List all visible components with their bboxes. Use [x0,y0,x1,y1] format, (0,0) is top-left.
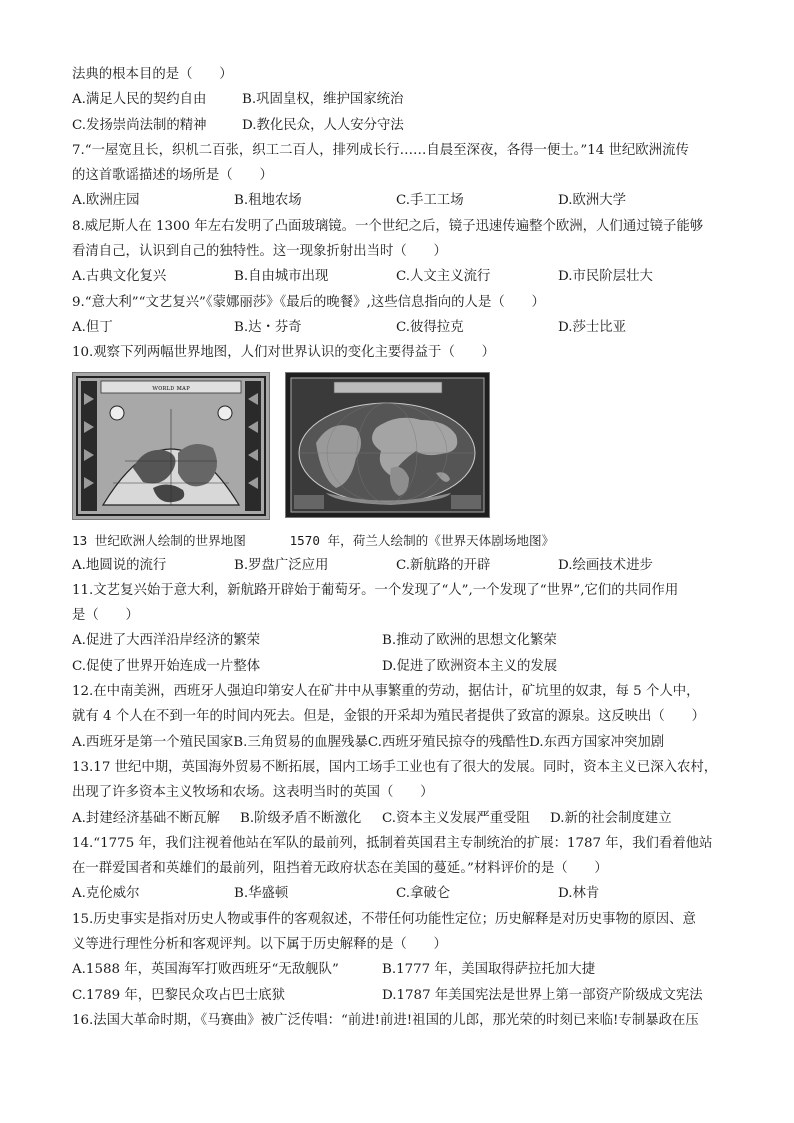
q14-option-b[interactable]: B.华盛顿 [234,886,289,902]
q12-stem-line2: 就有 4 个人在不到一年的时间内死去。但是，金银的开采却为殖民者提供了致富的源泉。这反映出（ ） [72,709,705,725]
q10-map-captions [72,528,722,553]
q8-stem-line2: 看清自己，认识到自己的独特性。这一现象折射出当时（ ） [72,244,447,260]
q16-stem-line1: 16.法国大革命时期，《马赛曲》被广泛传唱：“前进!前进!祖国的儿郎，那光荣的时刻已来临!专制暴政在压 [72,1012,699,1028]
q9-options [72,315,722,340]
q15-option-a[interactable]: A.1588 年，英国海军打败西班牙“无敌舰队” [72,962,339,978]
q15-option-d[interactable]: D.1787 年美国宪法是世界上第一部资产阶级成文宪法 [382,987,703,1003]
q14-option-a[interactable]: A.克伦威尔 [72,886,140,902]
q8-option-a[interactable]: A.古典文化复兴 [72,269,167,285]
q15-stem-line2: 义等进行理性分析和客观评判。以下属于历史解释的是（ ） [72,937,447,953]
q9-option-a[interactable]: A.但丁 [72,319,113,335]
q11-option-c[interactable]: C.促使了世界开始连成一片整体 [72,658,261,674]
q6-options-row2 [72,113,722,138]
q10-option-a[interactable]: A.地圆说的流行 [72,557,167,573]
q9-option-b[interactable]: B.达・芬奇 [234,319,302,335]
map1-caption: 13 世纪欧洲人绘制的世界地图 [72,532,246,548]
map2-caption: 1570 年，荷兰人绘制的《世界天体剧场地图》 [289,532,555,548]
q14-option-c[interactable]: C.拿破仑 [396,886,451,902]
exam-page [72,62,722,1033]
q9-stem: 9.“意大利”“文艺复兴”《蒙娜丽莎》《最后的晚餐》,这些信息指向的人是（ ） [72,294,545,310]
q13-options [72,806,722,831]
q14-option-d[interactable]: D.林肯 [558,886,600,902]
q13-stem-line2: 出现了许多资本主义牧场和农场。这表明当时的英国（ ） [72,785,434,801]
q6-option-b[interactable]: B.巩固皇权，维护国家统治 [242,92,404,108]
q7-option-d[interactable]: D.欧洲大学 [558,193,627,209]
q8-option-c[interactable]: C.人文主义流行 [396,269,491,285]
q13-option-c[interactable]: C.资本主义发展严重受阻 [382,810,530,826]
q11-option-d[interactable]: D.促进了欧洲资本主义的发展 [382,658,558,674]
q11-options-row1 [72,628,722,653]
q14-options [72,881,722,906]
q13-option-b[interactable]: B.阶级矛盾不断激化 [240,810,362,826]
medieval-world-map-image [72,372,270,520]
q14-stem-line1: 14.“1775 年，我们注视着他站在军队的最前列，抵制着英国君主专制统治的扩展：1787 年，我们看着他站 [72,835,713,851]
q15-stem-line1: 15.历史事实是指对历史人物或事件的客观叙述，不带任何功能性定位；历史解释是对历史事物的原因、意 [72,911,696,927]
q10-maps [72,372,722,524]
q12-stem-line1: 12.在中南美洲，西班牙人强迫印第安人在矿井中从事繁重的劳动，据估计，矿坑里的奴隶，每 5 个人中， [72,684,700,700]
q7-options [72,188,722,213]
q13-stem-line1: 13.17 世纪中期，英国海外贸易不断拓展，国内工场手工业也有了很大的发展。同时，资本主义已深入农村， [72,759,718,775]
q11-options-row2 [72,654,722,679]
q10-option-b[interactable]: B.罗盘广泛应用 [234,557,329,573]
q15-option-c[interactable]: C.1789 年，巴黎民众攻占巴士底狱 [72,987,286,1003]
q7-option-a[interactable]: A.欧洲庄园 [72,193,140,209]
q7-stem-line2: 的这首歌谣描述的场所是（ ） [72,168,273,184]
dutch-world-map-image [285,372,490,518]
q14-stem-line2: 在一群爱国者和英雄们的最前列，阻挡着无政府状态在美国的蔓延。”材料评价的是（ ） [72,861,608,877]
q15-options-row2 [72,983,722,1008]
q12-options[interactable]: A.西班牙是第一个殖民国家B.三角贸易的血腥残暴C.西班牙殖民掠夺的残酷性D.东西方国家冲突加剧 [72,734,665,750]
q7-option-b[interactable]: B.租地农场 [234,193,302,209]
q9-option-d[interactable]: D.莎士比亚 [558,319,627,335]
q11-option-b[interactable]: B.推动了欧洲的思想文化繁荣 [382,633,557,649]
q11-option-a[interactable]: A.促进了大西洋沿岸经济的繁荣 [72,633,261,649]
q15-options-row1 [72,957,722,982]
q10-stem: 10.观察下列两幅世界地图，人们对世界认识的变化主要得益于（ ） [72,345,496,361]
q9-option-c[interactable]: C.彼得拉克 [396,319,464,335]
svg-text:ᴡᴏʀʟᴅ ᴍᴀᴘ: ᴡᴏʀʟᴅ ᴍᴀᴘ [152,383,190,392]
q6-option-a[interactable]: A.满足人民的契约自由 [72,92,207,108]
q8-stem-line1: 8.威尼斯人在 1300 年左右发明了凸面玻璃镜。一个世纪之后，镜子迅速传遍整个欧洲，人们通过镜子能够 [72,218,704,234]
q8-options [72,264,722,289]
q6-options-row1 [72,87,722,112]
q11-stem-line2: 是（ ） [72,608,139,624]
q6-option-c[interactable]: C.发扬崇尚法制的精神 [72,117,207,133]
q15-option-b[interactable]: B.1777 年，美国取得萨拉托加大捷 [382,962,596,978]
q10-option-d[interactable]: D.绘画技术进步 [558,557,653,573]
q7-option-c[interactable]: C.手工工场 [396,193,464,209]
q8-option-b[interactable]: B.自由城市出现 [234,269,329,285]
q6-option-d[interactable]: D.教化民众，人人安分守法 [242,117,404,133]
q13-option-a[interactable]: A.封建经济基础不断瓦解 [72,810,220,826]
q13-option-d[interactable]: D.新的社会制度建立 [550,810,672,826]
q11-stem-line1: 11.文艺复兴始于意大利，新航路开辟始于葡萄牙。一个发现了“人”,一个发现了“世界”,它们的共同作用 [72,582,679,598]
q6-stem-tail: 法典的根本目的是（ ） [72,67,233,82]
q7-stem-line1: 7.“一屋宽且长，织机二百张，织工二百人，排列成长行……自晨至深夜，各得一便士。”14 世纪欧洲流传 [72,142,689,158]
q10-option-c[interactable]: C.新航路的开辟 [396,557,491,573]
q10-options [72,553,722,578]
q8-option-d[interactable]: D.市民阶层壮大 [558,269,653,285]
